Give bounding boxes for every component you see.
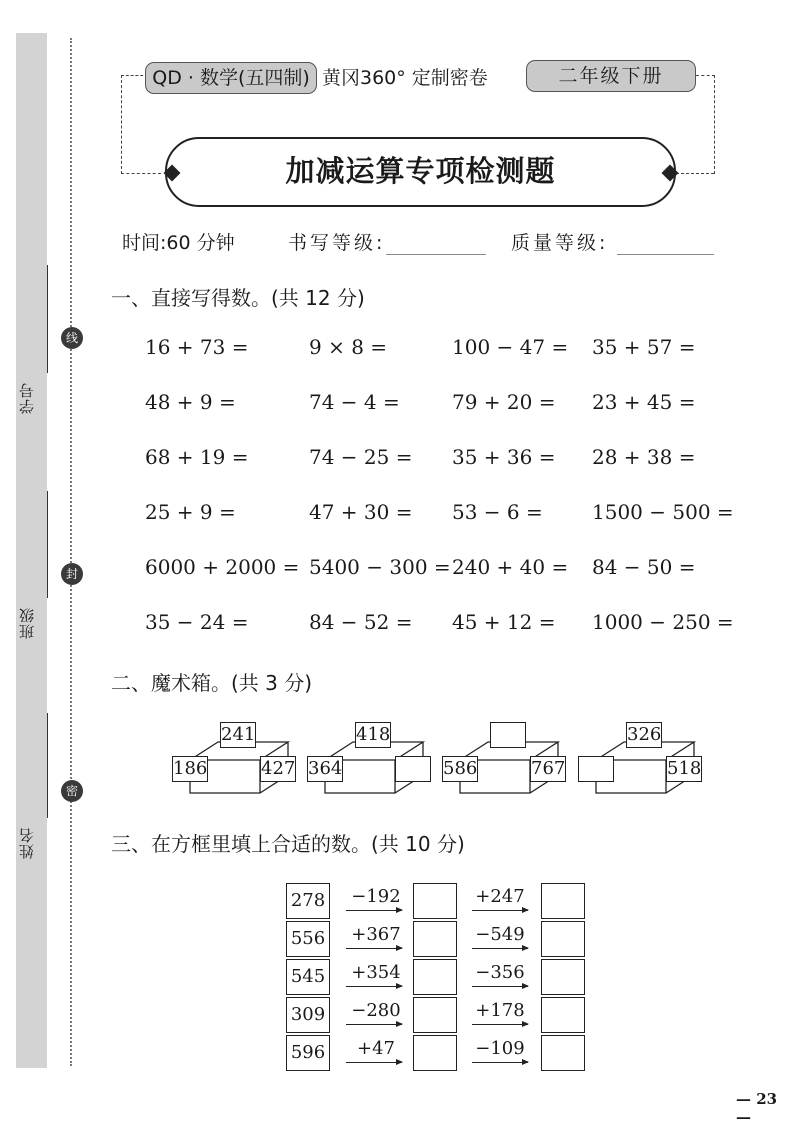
name-label: 姓名 bbox=[18, 827, 36, 859]
magic-box-input-number: 586 bbox=[442, 756, 478, 782]
chain-start-number: 556 bbox=[286, 921, 330, 957]
chain-arrow-1 bbox=[346, 910, 402, 911]
magic-box-top-number: 241 bbox=[220, 722, 256, 748]
magic-box-top-number[interactable] bbox=[490, 722, 526, 748]
chain-start-number: 309 bbox=[286, 997, 330, 1033]
equation-item: 35 + 57 = bbox=[592, 335, 696, 359]
chain-arrow-1 bbox=[346, 1062, 402, 1063]
chain-operation-1: −192 bbox=[351, 886, 401, 907]
equation-item: 240 + 40 = bbox=[452, 555, 569, 579]
header-dash-left bbox=[121, 173, 161, 174]
chain-operation-1: +47 bbox=[357, 1038, 395, 1059]
header-bracket-left bbox=[121, 75, 148, 174]
magic-box-input-number[interactable] bbox=[578, 756, 614, 782]
grade-badge: 二年级下册 bbox=[526, 60, 696, 92]
header-bracket-right bbox=[696, 75, 715, 174]
chain-answer-box-2[interactable] bbox=[541, 921, 585, 957]
chain-answer-box-2[interactable] bbox=[541, 959, 585, 995]
chain-arrow-2 bbox=[472, 1024, 528, 1025]
magic-box-output-number: 518 bbox=[666, 756, 702, 782]
magic-box-output-number: 427 bbox=[260, 756, 296, 782]
page-title: 加减运算专项检测题 bbox=[285, 154, 556, 188]
equation-item: 23 + 45 = bbox=[592, 390, 696, 414]
equation-item: 1000 − 250 = bbox=[592, 610, 734, 634]
section1-title: 一、直接写得数。(共 12 分) bbox=[111, 286, 365, 310]
page-number: — 23 — bbox=[736, 1090, 778, 1126]
section3-title: 三、在方框里填上合适的数。(共 10 分) bbox=[111, 832, 465, 856]
equation-item: 6000 + 2000 = bbox=[145, 555, 300, 579]
equation-item: 25 + 9 = bbox=[145, 500, 236, 524]
student-id-label: 学号 bbox=[18, 382, 36, 414]
equation-item: 74 − 25 = bbox=[309, 445, 413, 469]
magic-box-input-number: 364 bbox=[307, 756, 343, 782]
equation-item: 84 − 50 = bbox=[592, 555, 696, 579]
chain-answer-box-1[interactable] bbox=[413, 959, 457, 995]
chain-operation-2: −549 bbox=[475, 924, 525, 945]
chain-arrow-2 bbox=[472, 986, 528, 987]
equation-item: 68 + 19 = bbox=[145, 445, 249, 469]
chain-answer-box-2[interactable] bbox=[541, 1035, 585, 1071]
name-line bbox=[47, 713, 48, 818]
chain-operation-2: −356 bbox=[475, 962, 525, 983]
equation-item: 74 − 4 = bbox=[309, 390, 400, 414]
chain-answer-box-1[interactable] bbox=[413, 997, 457, 1033]
chain-operation-2: +178 bbox=[475, 1000, 525, 1021]
equation-item: 16 + 73 = bbox=[145, 335, 249, 359]
chain-operation-1: −280 bbox=[351, 1000, 401, 1021]
chain-answer-box-1[interactable] bbox=[413, 1035, 457, 1071]
chain-answer-box-2[interactable] bbox=[541, 883, 585, 919]
magic-box-input-number: 186 bbox=[172, 756, 208, 782]
student-id-line bbox=[47, 265, 48, 373]
subject-badge: QD · 数学(五四制) bbox=[145, 62, 317, 94]
magic-box-top-number: 418 bbox=[355, 722, 391, 748]
chain-start-number: 545 bbox=[286, 959, 330, 995]
writing-grade-blank[interactable] bbox=[386, 254, 486, 255]
equation-item: 35 + 36 = bbox=[452, 445, 556, 469]
seal-secret-mark: 密 bbox=[61, 780, 83, 802]
chain-arrow-2 bbox=[472, 948, 528, 949]
chain-arrow-1 bbox=[346, 986, 402, 987]
magic-box-top-number: 326 bbox=[626, 722, 662, 748]
chain-operation-1: +367 bbox=[351, 924, 401, 945]
chain-start-number: 278 bbox=[286, 883, 330, 919]
chain-arrow-1 bbox=[346, 948, 402, 949]
time-limit: 时间:60 分钟 bbox=[122, 232, 235, 254]
chain-arrow-2 bbox=[472, 910, 528, 911]
equation-item: 45 + 12 = bbox=[452, 610, 556, 634]
equation-item: 1500 − 500 = bbox=[592, 500, 734, 524]
class-label: 班级 bbox=[18, 607, 36, 639]
chain-start-number: 596 bbox=[286, 1035, 330, 1071]
seal-line-mark: 线 bbox=[61, 327, 83, 349]
equation-item: 100 − 47 = bbox=[452, 335, 569, 359]
section2-title: 二、魔术箱。(共 3 分) bbox=[111, 671, 313, 695]
chain-arrow-2 bbox=[472, 1062, 528, 1063]
chain-arrow-1 bbox=[346, 1024, 402, 1025]
chain-answer-box-1[interactable] bbox=[413, 921, 457, 957]
chain-operation-2: −109 bbox=[475, 1038, 525, 1059]
equation-item: 48 + 9 = bbox=[145, 390, 236, 414]
equation-item: 9 × 8 = bbox=[309, 335, 388, 359]
equation-item: 79 + 20 = bbox=[452, 390, 556, 414]
class-line bbox=[47, 491, 48, 598]
magic-box-output-number: 767 bbox=[530, 756, 566, 782]
equation-item: 53 − 6 = bbox=[452, 500, 543, 524]
writing-grade-label: 书写等级: bbox=[288, 232, 386, 254]
seal-seal-mark: 封 bbox=[61, 563, 83, 585]
chain-answer-box-2[interactable] bbox=[541, 997, 585, 1033]
magic-box-output-number[interactable] bbox=[395, 756, 431, 782]
binding-strip bbox=[16, 33, 47, 1068]
chain-answer-box-1[interactable] bbox=[413, 883, 457, 919]
series-name: 黄冈360° 定制密卷 bbox=[322, 67, 488, 89]
chain-operation-1: +354 bbox=[351, 962, 401, 983]
header-dash-right bbox=[676, 173, 714, 174]
equation-item: 47 + 30 = bbox=[309, 500, 413, 524]
chain-operation-2: +247 bbox=[475, 886, 525, 907]
quality-grade-blank[interactable] bbox=[617, 254, 714, 255]
quality-grade-label: 质量等级: bbox=[511, 232, 609, 254]
equation-item: 84 − 52 = bbox=[309, 610, 413, 634]
equation-item: 35 − 24 = bbox=[145, 610, 249, 634]
equation-item: 28 + 38 = bbox=[592, 445, 696, 469]
equation-item: 5400 − 300 = bbox=[309, 555, 451, 579]
cut-line bbox=[70, 38, 72, 1066]
